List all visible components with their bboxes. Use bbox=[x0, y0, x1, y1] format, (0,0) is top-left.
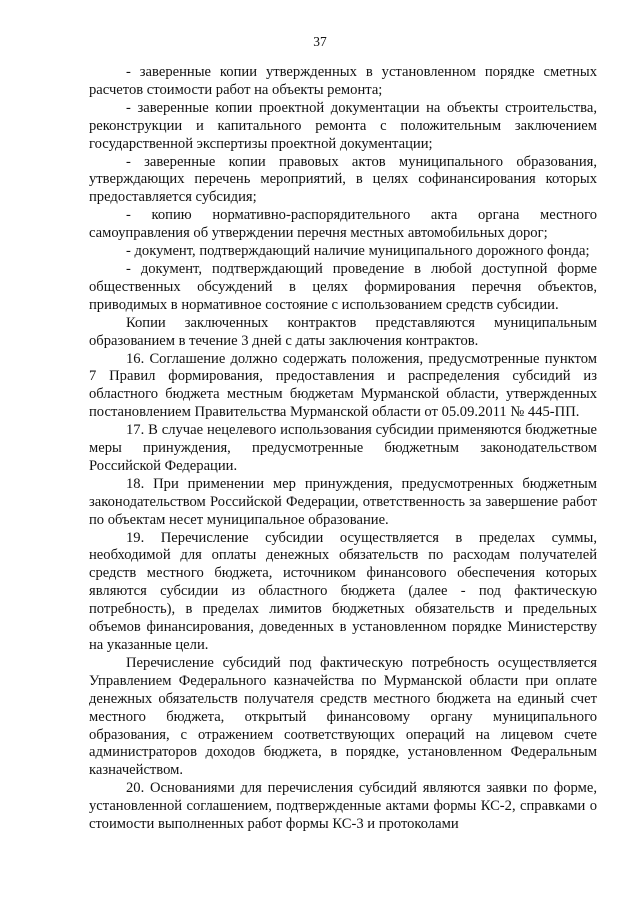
page-number: 37 bbox=[313, 34, 327, 49]
paragraph-contracts: Копии заключенных контрактов представляются муниципальным образованием в течение 3 дней с даты заключения контрактов. bbox=[89, 314, 597, 349]
list-item-legal-acts: - заверенные копии правовых актов муниципального образования, утверждающих перечень мероприятий, в целях софинансирования которых предоставляется субсидия; bbox=[89, 153, 597, 206]
list-item-road-fund: - документ, подтверждающий наличие муниципального дорожного фонда; bbox=[126, 243, 590, 260]
paragraph-18: 18. При применении мер принуждения, предусмотренных бюджетным законодательством Российской Федерации, ответственность за завершение работ по объектам несет муниципальное образование. bbox=[89, 475, 597, 528]
document-body bbox=[89, 64, 597, 834]
list-item-normative-act: - копию нормативно-распорядительного акта органа местного самоуправления об утверждении перечня местных автомобильных дорог; bbox=[89, 207, 597, 242]
list-item-project-docs: - заверенные копии проектной документации на объекты строительства, реконструкции и капитального ремонта с положительным заключением государственной экспертизы проектной документации; bbox=[89, 99, 597, 152]
paragraph-20: 20. Основаниями для перечисления субсидий являются заявки по форме, установленной соглашением, подтвержденные актами формы КС-2, справками о стоимости выполненных работ формы КС-3 и протоколами bbox=[89, 780, 597, 833]
paragraph-16: 16. Соглашение должно содержать положения, предусмотренные пунктом 7 Правил формирования, предоставления и распределения субсидий из областного бюджета местным бюджетам Мурманской области, утвержденных постановлением Правительства Мурманской области от 05.09.2011 № 445-ПП. bbox=[89, 350, 597, 421]
paragraph-transfer: Перечисление субсидий под фактическую потребность осуществляется Управлением Федерального казначейства по Мурманской области при оплате денежных обязательств получателя средств местного бюджета на единый счет местного бюджета, открытый финансовому органу муниципального образования, с отражением соответствующих операций на лицевом счете администраторов доходов бюджета, в порядке, установленном Федеральным казначейством. bbox=[89, 654, 597, 779]
list-item-estimates: - заверенные копии утвержденных в установленном порядке сметных расчетов стоимости работ на объекты ремонта; bbox=[89, 64, 597, 98]
paragraph-17: 17. В случае нецелевого использования субсидии применяются бюджетные меры принуждения, предусмотренные бюджетным законодательством Российской Федерации. bbox=[89, 422, 597, 474]
list-item-public-discussion: - документ, подтверждающий проведение в любой доступной форме общественных обсуждений в целях формирования перечня объектов, приводимых в нормативное состояние с использованием средств субсидии. bbox=[89, 260, 597, 313]
paragraph-19: 19. Перечисление субсидии осуществляется в пределах суммы, необходимой для оплаты денежных обязательств по расходам получателей средств местного бюджета, источником финансового обеспечения которых являются субсидии из областного бюджета (далее - под фактическую потребность), в пределах лимитов бюджетных обязательств и предельных объемов финансирования, доведенных в установленном порядке Министерству на указанные цели. bbox=[89, 529, 597, 653]
